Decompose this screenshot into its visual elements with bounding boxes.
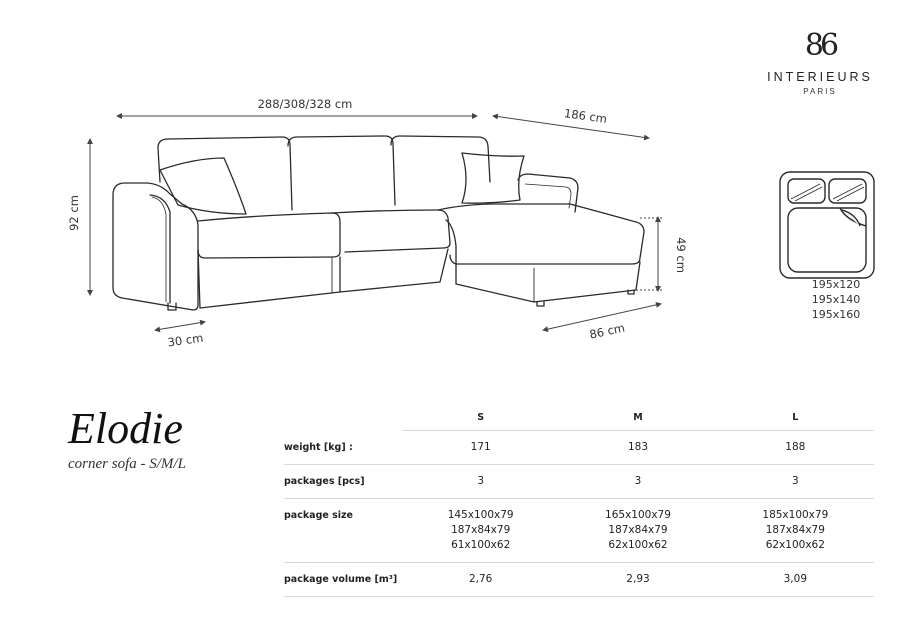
table-row-packages [284, 465, 874, 499]
package-size-s-3: 61x100x62 [451, 539, 511, 551]
row-label-weight: weight [kg] : [284, 441, 353, 453]
size-header-s: S [477, 411, 485, 423]
table-row-package-volume [284, 563, 874, 597]
table-row-package-size [284, 499, 874, 563]
packages-m: 3 [559, 465, 716, 499]
bed-size-3: 195x160 [811, 308, 861, 321]
package-size-s-2: 187x84x79 [451, 524, 511, 536]
package-volume-l: 3,09 [717, 563, 874, 597]
brand-mark: 86 [804, 28, 836, 63]
spec-table [284, 404, 874, 597]
bed-size-2: 195x140 [811, 293, 861, 306]
package-size-l [717, 499, 874, 563]
dimension-lines [90, 116, 662, 330]
packages-s: 3 [402, 465, 559, 499]
dim-height-label: 92 cm [67, 195, 81, 231]
package-size-l-3: 62x100x62 [765, 539, 825, 551]
bed-function-icon [780, 172, 874, 278]
size-header-m: M [633, 411, 643, 423]
package-volume-m: 2,93 [559, 563, 716, 597]
brand-logo [760, 28, 880, 96]
package-size-m-1: 165x100x79 [605, 509, 671, 521]
package-size-s [402, 499, 559, 563]
product-name: Elodie [68, 404, 183, 453]
package-size-l-2: 187x84x79 [765, 524, 825, 536]
product-subtitle: corner sofa - S/M/L [68, 456, 186, 472]
brand-city: PARIS [803, 87, 837, 96]
spec-header-empty [284, 404, 402, 431]
dim-chaise-depth-label: 86 cm [588, 320, 627, 342]
package-volume-s: 2,76 [402, 563, 559, 597]
package-size-s-1: 145x100x79 [447, 509, 514, 521]
brand-name: INTERIEURS [767, 70, 873, 84]
row-label-package-volume: package volume [m³] [284, 563, 402, 597]
package-size-m [559, 499, 716, 563]
bed-size-1: 195x120 [811, 278, 861, 291]
dim-seat-height-label: 49 cm [674, 237, 688, 273]
dim-arm-width-label: 30 cm [166, 330, 205, 350]
weight-m: 183 [559, 431, 716, 465]
dim-width-label: 288/308/328 cm [257, 97, 353, 111]
weight-s: 171 [402, 431, 559, 465]
package-size-l-1: 185x100x79 [762, 509, 829, 521]
packages-l: 3 [717, 465, 874, 499]
weight-l: 188 [717, 431, 874, 465]
row-label-packages: packages [pcs] [284, 465, 402, 499]
spec-header-row [284, 404, 874, 431]
table-row-weight [284, 431, 874, 465]
dim-chaise-length-label: 186 cm [563, 106, 608, 126]
row-label-package-size: package size [284, 499, 402, 563]
sofa-outline [113, 136, 644, 310]
package-size-m-2: 187x84x79 [608, 524, 668, 536]
package-size-m-3: 62x100x62 [608, 539, 668, 551]
product-title-block [68, 404, 288, 473]
size-header-l: L [792, 411, 799, 423]
